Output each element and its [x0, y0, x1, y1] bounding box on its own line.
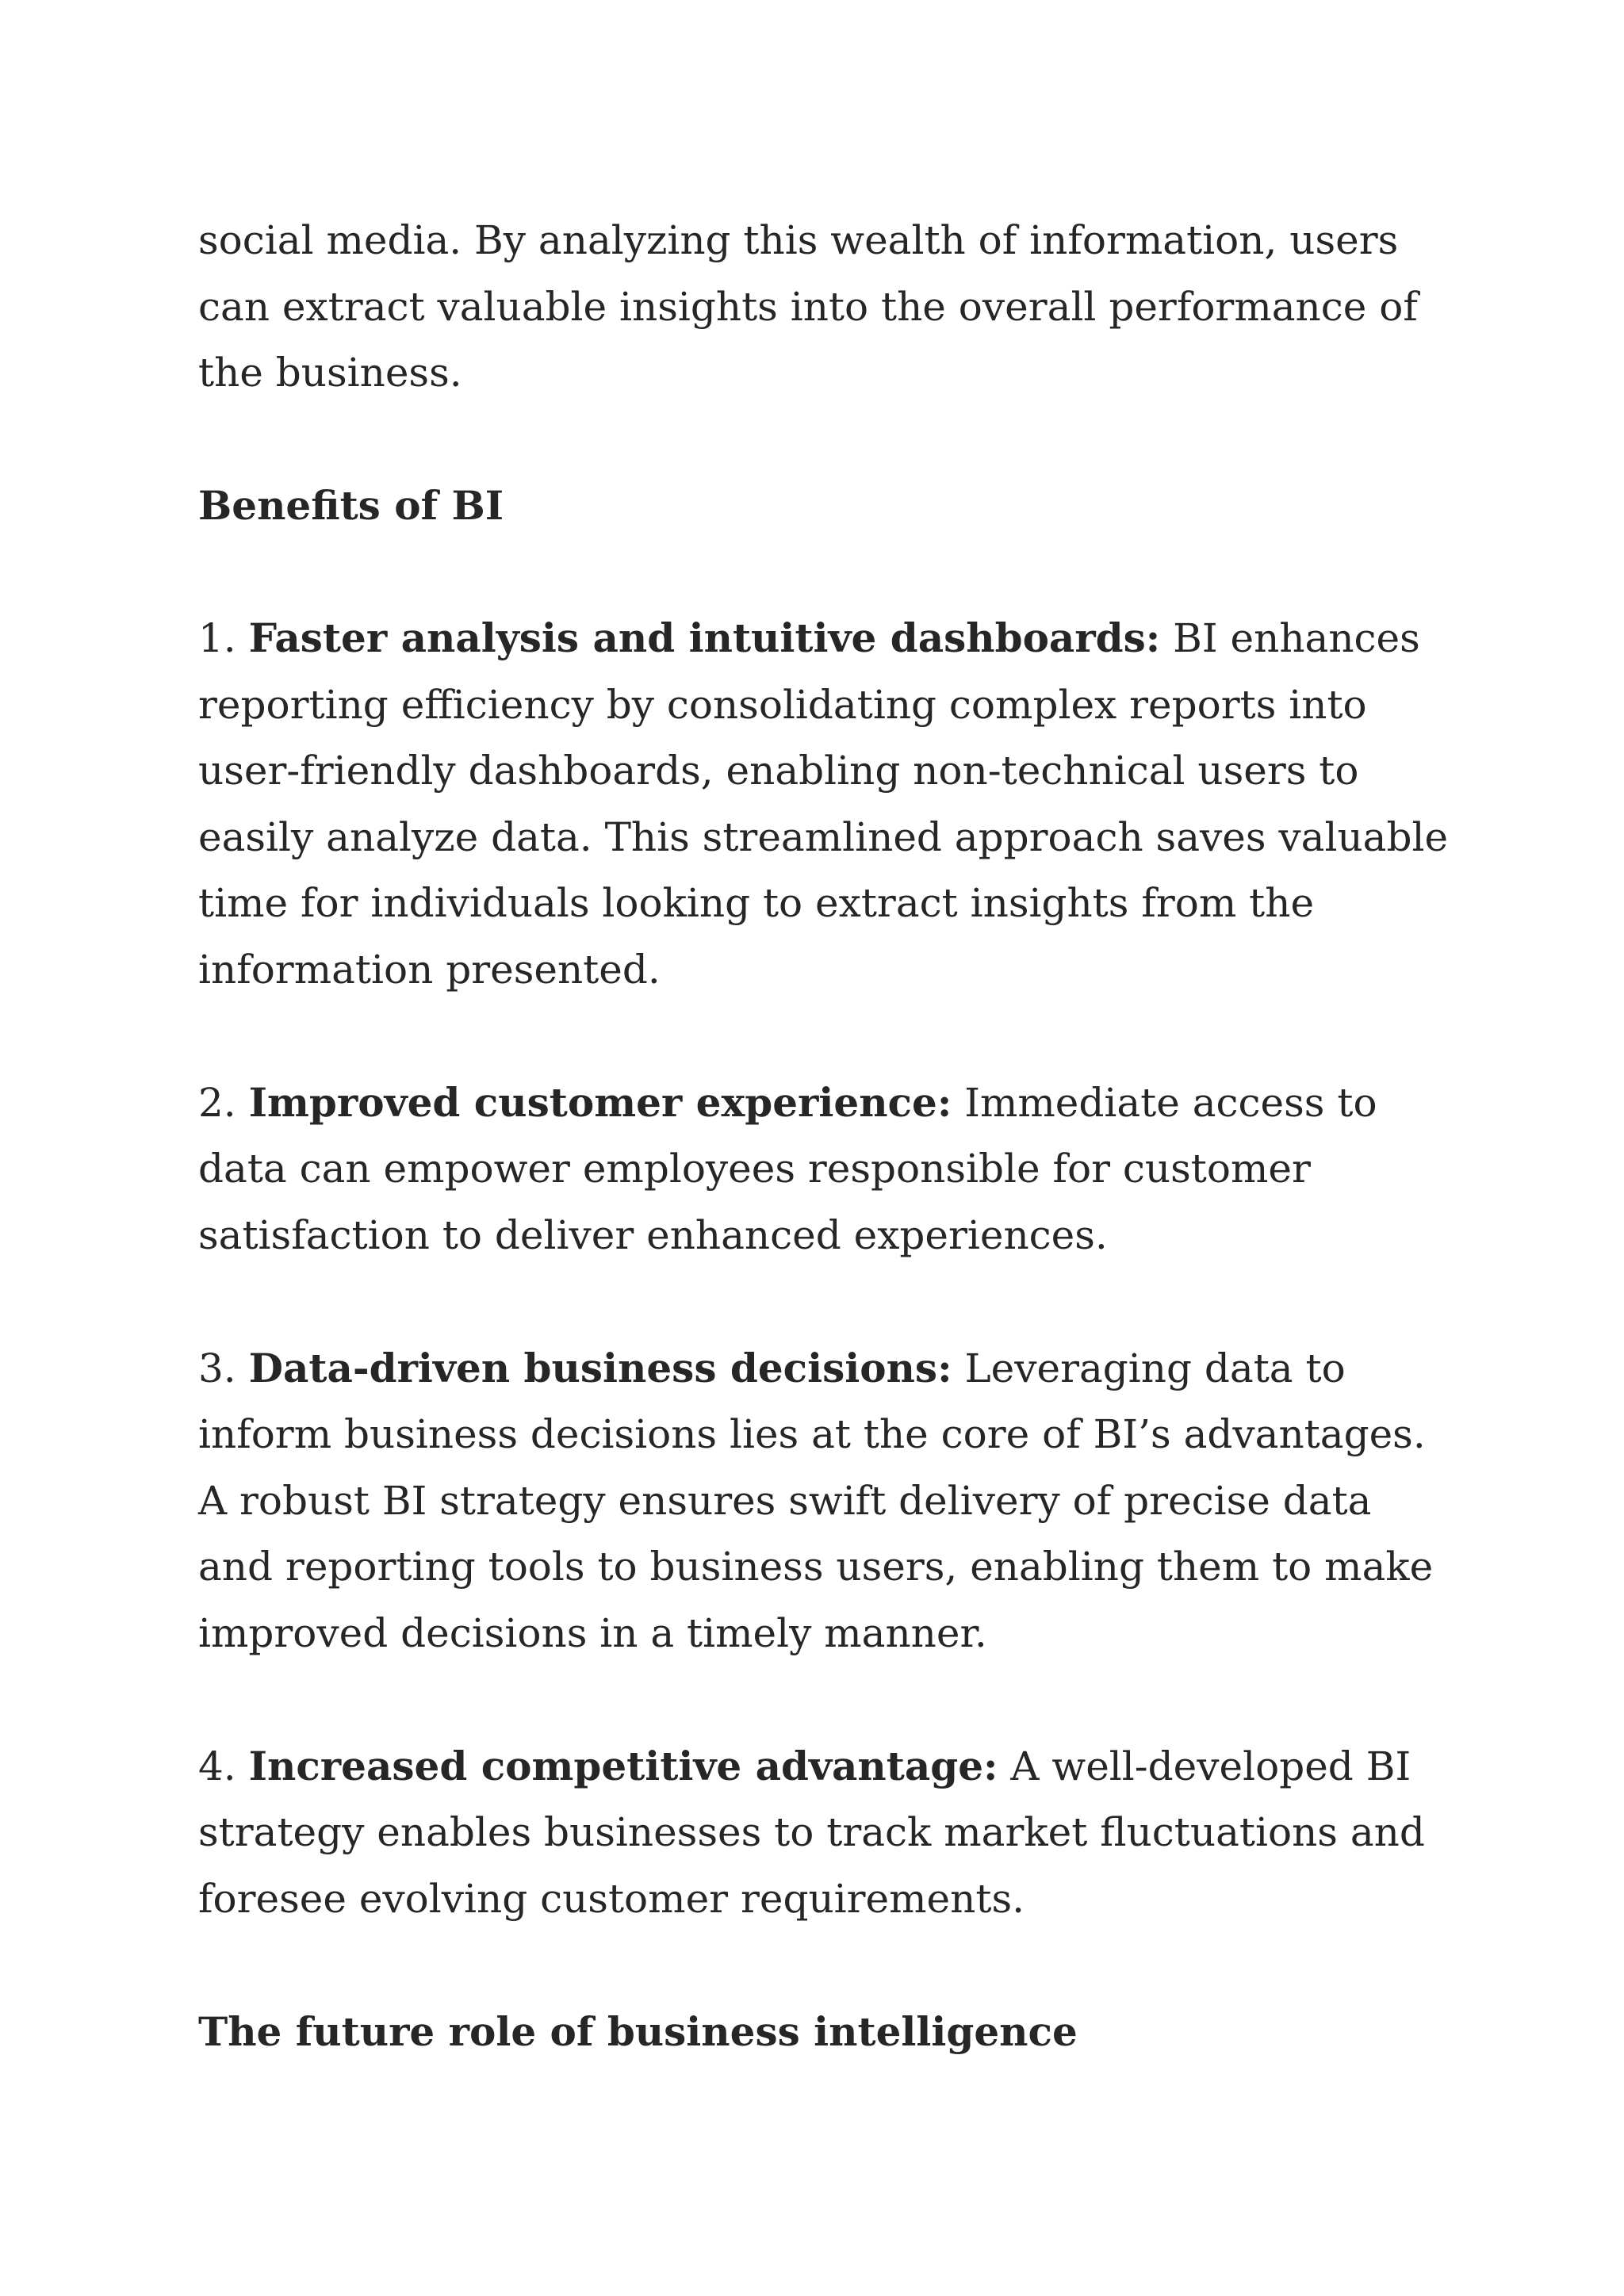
- benefit-title: Improved customer experience:: [248, 1078, 952, 1126]
- benefit-title: Data-driven business decisions:: [248, 1344, 952, 1391]
- benefit-number: 1.: [198, 615, 236, 661]
- benefit-text: A well-developed BI strategy enables businesses to track market fluctuations and foresee evolving customer requirements.: [198, 1743, 1425, 1922]
- intro-paragraph: social media. By analyzing this wealth of information, users can extract valuable insights into the overall performance of the business.: [198, 217, 1418, 396]
- benefit-text: BI enhances reporting efficiency by consolidating complex reports into user-friendly dashboards, enabling non-technical users to easily analyze data. This streamlined approach saves valuable time for individuals looking to extract insights from the information presented.: [198, 615, 1449, 993]
- benefit-item-1: [198, 605, 1451, 1003]
- document-page: [198, 208, 1451, 2131]
- benefit-text: Immediate access to data can empower employees responsible for customer satisfaction to deliver enhanced experiences.: [198, 1079, 1377, 1258]
- benefit-title: Faster analysis and intuitive dashboards:: [248, 614, 1161, 661]
- benefit-item-4: [198, 1733, 1451, 1933]
- benefit-title: Increased competitive advantage:: [248, 1742, 998, 1789]
- benefit-number: 4.: [198, 1743, 236, 1789]
- benefit-item-3: [198, 1335, 1451, 1667]
- benefit-number: 2.: [198, 1079, 236, 1126]
- benefits-heading: Benefits of BI: [198, 482, 504, 529]
- benefit-item-2: [198, 1070, 1451, 1269]
- benefit-number: 3.: [198, 1345, 236, 1391]
- future-heading: The future role of business intelligence: [198, 2007, 1078, 2055]
- benefit-text: Leveraging data to inform business decisions lies at the core of BI’s advantages. A robust BI strategy ensures swift delivery of precise data and reporting tools to business users, enabling them to make improved decisions in a timely manner.: [198, 1345, 1434, 1656]
